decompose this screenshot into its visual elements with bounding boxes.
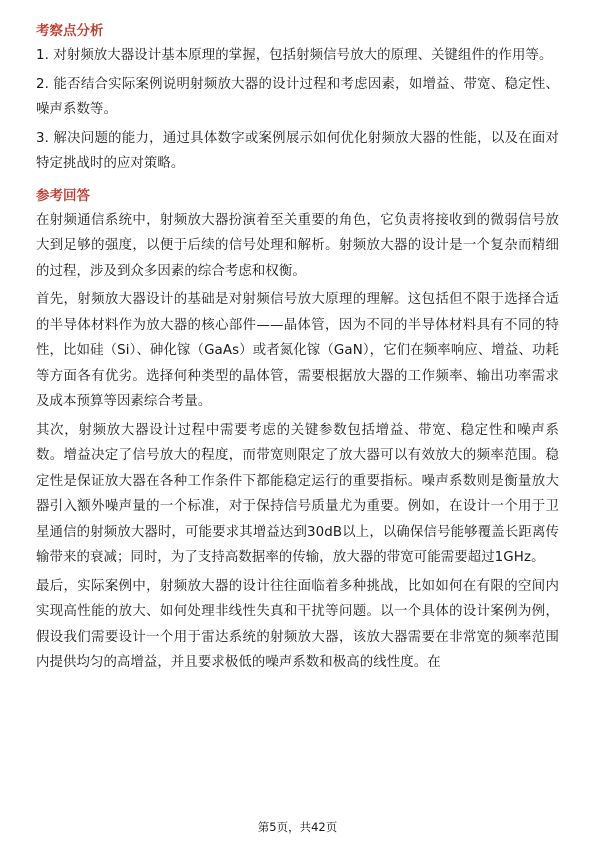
- analysis-section-title: 考察点分析: [36, 23, 104, 39]
- page-number-footer: 第5页，共42页: [257, 820, 338, 834]
- answer-paragraph-4: 最后，实际案例中，射频放大器的设计往往面临着多种挑战，比如如何在有限的空间内实现高性能的放大、如何处理非线性失真和干扰等问题。以一个具体的设计案例为例，假设我们需要设计一个用于雷达系统的射频放大器，该放大器需要在非常宽的频率范围内提供均匀的高增益，并且要求极低的噪声系数和极高的线性度。在: [36, 578, 559, 670]
- page-content: [36, 20, 559, 679]
- analysis-item-3: 3. 解决问题的能力，通过具体数字或案例展示如何优化射频放大器的性能，以及在面对特定挑战时的应对策略。: [36, 130, 559, 171]
- analysis-item-1: 1. 对射频放大器设计基本原理的掌握，包括射频信号放大的原理、关键组件的作用等。: [36, 48, 553, 63]
- answer-section-title: 参考回答: [36, 187, 90, 204]
- answer-paragraph-2: 首先，射频放大器设计的基础是对射频信号放大原理的理解。这包括但不限于选择合适的半导体材料作为放大器的核心部件——晶体管，因为不同的半导体材料具有不同的特性，比如硅（Si）、砷化镓（GaAs）或者氮化镓（GaN），它们在频率响应、增益、功耗等方面各有优劣。选择何种类型的晶体管，需要根据放大器的工作频率、输出功率需求及成本预算等因素综合考量。: [36, 292, 559, 409]
- analysis-item-2: 2. 能否结合实际案例说明射频放大器的设计过程和考虑因素，如增益、带宽、稳定性、噪声系数等。: [36, 76, 559, 117]
- answer-paragraph-1: 在射频通信系统中，射频放大器扮演着至关重要的角色，它负责将接收到的微弱信号放大到足够的强度，以便于后续的信号处理和解析。射频放大器的设计是一个复杂而精细的过程，涉及到众多因素的综合考虑和权衡。: [36, 212, 559, 279]
- answer-paragraph-3: 其次，射频放大器设计过程中需要考虑的关键参数包括增益、带宽、稳定性和噪声系数。增益决定了信号放大的程度，而带宽则限定了放大器可以有效放大的频率范围。稳定性是保证放大器在各种工作条件下都能稳定运行的重要指标。噪声系数则是衡量放大器引入额外噪声量的一个标准，对于保持信号质量尤为重要。例如，在设计一个用于卫星通信的射频放大器时，可能要求其增益达到30dB以上，以确保信号能够覆盖长距离传输带来的衰减；同时，为了支持高数据率的传输，放大器的带宽可能需要超过1GHz。: [36, 422, 559, 565]
